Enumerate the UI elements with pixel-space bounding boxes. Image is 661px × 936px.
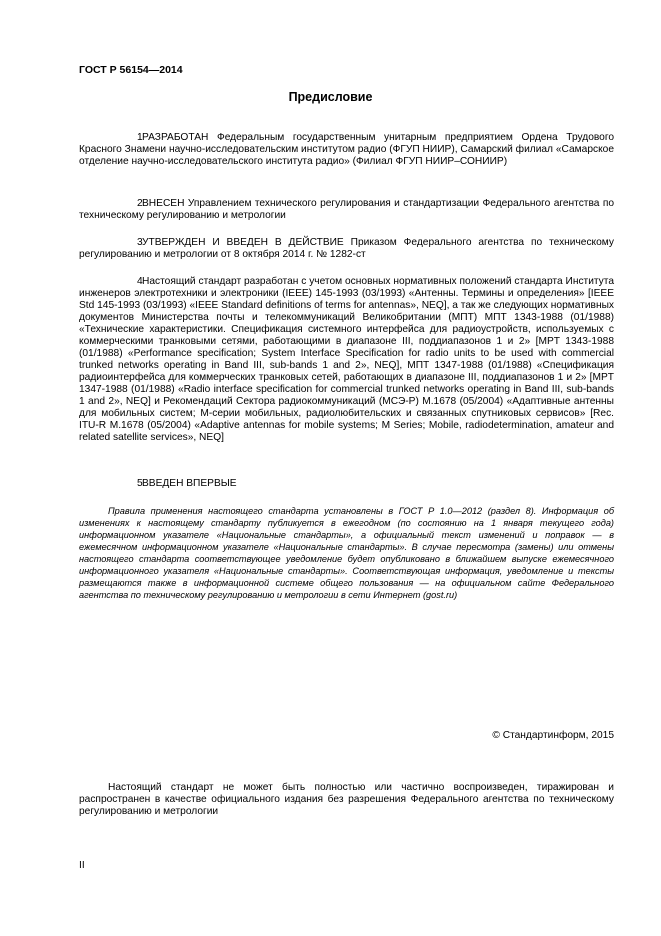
- foreword-item-2: [79, 198, 614, 222]
- item-text: УТВЕРЖДЕН И ВВЕДЕН В ДЕЙСТВИЕ Приказом Федерального агентства по техническому регулированию и метрологии от 8 октября 2014 г. № 1282-ст: [79, 237, 614, 260]
- item-text: ВВЕДЕН ВПЕРВЫЕ: [142, 478, 237, 489]
- item-text: РАЗРАБОТАН Федеральным государственным унитарным предприятием Ордена Трудового Красного Знамени научно-исследовательским институтом радио (ФГУП НИИР), Самарский филиал «Самарское отделение научно-исследовательского института радио» (Филиал ФГУП НИИР–СОНИИР): [79, 132, 614, 167]
- foreword-item-4: [79, 276, 614, 444]
- foreword-item-3: [79, 237, 614, 261]
- item-number: 1: [137, 132, 143, 143]
- item-number: 4: [137, 276, 143, 287]
- item-text: Настоящий стандарт разработан с учетом основных нормативных положений стандарта Института инженеров электротехники и электроники (IEEE) 145-1993 (03/1993) «Антенны. Термины и определения» [IEEE Std 145-1993 (03/1993) «IEEE Standard definitions of terms for antennas», NEQ], а так же следующих нормативных документов Министерства почты и телекоммуникаций Великобритании (МПТ) МПТ 1343-1988 (01/1988) «Технические характеристики. Спецификация системного интерфейса для радиоустройств, используемых с коммерческими транковыми сетями, работающими в диапазоне III, поддиапазонов 1 и 2» [MPT 1343-1988 (01/1988) «Performance specification; System Interface Specification for radio units to be used with commercial trunked networks operating in Band III, sub-bands 1 and 2», NEQ], МПТ 1347-1988 (01/1988) «Спецификация радиоинтерфейса для коммерческих транковых сетей, работающих в диапазоне III, поддиапазонов 1 и 2» [MPT 1347-1988 (01/1988) «Radio interface specification for commercial trunked networks operating in Band III, sub-bands 1 and 2», NEQ] и Рекомендаций Сектора радиокоммуникаций (МСЭ-Р) М.1678 (05/2004) «Адаптивные антенны для мобильных систем; М-серии мобильных, радиолюбительских и связанных спутниковых сервисов» [Rec. ITU-R M.1678 (05/2004) «Adaptive antennas for mobile systems; M Series; Mobile, radiodetermination, amateur and related satellite services», NEQ]: [79, 276, 614, 443]
- document-code: ГОСТ Р 56154—2014: [79, 64, 183, 76]
- application-note: Правила применения настоящего стандарта установлены в ГОСТ Р 1.0—2012 (раздел 8). Информация об изменениях к настоящему стандарту публикуется в ежегодном (по состоянию на 1 января текущего года) информационном указателе «Национальные стандарты», а официальный текст изменений и поправок — в ежемесячном информационном указателе «Национальные стандарты». В случае пересмотра (замены) или отмены настоящего стандарта соответствующее уведомление будет опубликовано в ближайшем выпуске ежемесячного информационного указателя «Национальные стандарты». Соответствующая информация, уведомление и тексты размещаются также в информационной системе общего пользования — на официальном сайте Федерального агентства по техническому регулированию и метрологии в сети Интернет (gost.ru): [79, 506, 614, 600]
- foreword-item-5: [79, 478, 614, 490]
- page-number: II: [79, 860, 85, 871]
- item-number: 2: [137, 198, 143, 209]
- copyright: © Стандартинформ, 2015: [492, 730, 614, 741]
- item-number: 5: [137, 478, 143, 489]
- reproduction-notice: Настоящий стандарт не может быть полностью или частично воспроизведен, тиражирован и распространен в качестве официального издания без разрешения Федерального агентства по техническому регулированию и метрологии: [79, 782, 614, 817]
- foreword-item-1: [79, 132, 614, 168]
- item-number: 3: [137, 237, 143, 248]
- page-title: Предисловие: [288, 90, 373, 104]
- item-text: ВНЕСЕН Управлением технического регулирования и стандартизации Федерального агентства по техническому регулированию и метрологии: [79, 198, 614, 221]
